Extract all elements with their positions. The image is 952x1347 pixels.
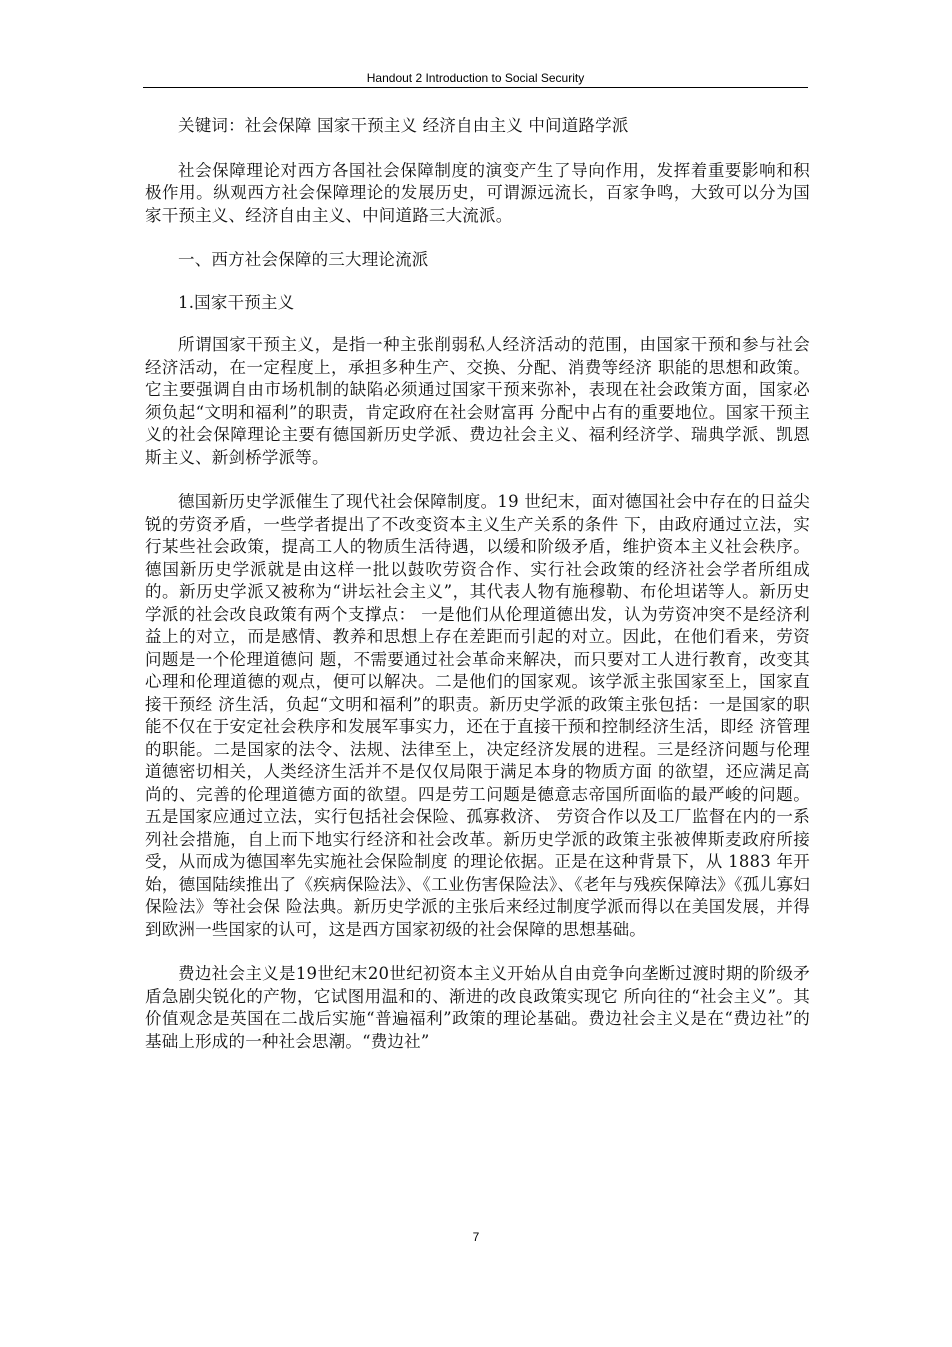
subsection-heading: 1.国家干预主义 (178, 292, 295, 312)
intro-paragraph: 社会保障理论对西方各国社会保障制度的演变产生了导向作用，发挥着重要影响和积极作用。纵观西方社会保障理论的发展历史，可谓源远流长，百家争鸣，大致可以分为国家干预主义、经济自由主义、中间道路三大流派。 (145, 160, 810, 225)
paragraph-fabian-socialism: 费边社会主义是19世纪末20世纪初资本主义开始从自由竞争向垄断过渡时期的阶级矛盾急剧尖锐化的产物，它试图用温和的、渐进的改良政策实现它 所向往的“社会主义”。其价值观念是英国在二战后实施“普遍福利”政策的理论基础。费边社会主义是在“费边社”的基础上形成的一种社会思潮。“费边社” (145, 964, 810, 1051)
paragraph-german-historical-school: 德国新历史学派催生了现代社会保障制度。19 世纪末，面对德国社会中存在的日益尖锐的劳资矛盾，一些学者提出了不改变资本主义生产关系的条件 下，由政府通过立法，实行某些社会政策，提高工人的物质生活待遇，以缓和阶级矛盾，维护资本主义社会秩序。德国新历史学派就是由这样一批以鼓吹劳资合作、实行社会政策的经济社会学者所组成的。新历史学派又被称为“讲坛社会主义”，其代表人物有施穆勒、布伦坦诺等人。新历史学派的社会改良政策有两个支撑点： 一是他们从伦理道德出发，认为劳资冲突不是经济利益上的对立，而是感情、教养和思想上存在差距而引起的对立。因此，在他们看来，劳资问题是一个伦理道德问 题，不需要通过社会革命来解决，而只要对工人进行教育，改变其心理和伦理道德的观点，便可以解决。二是他们的国家观。该学派主张国家至上，国家直接干预经 济生活，负起“文明和福利”的职责。新历史学派的政策主张包括：一是国家的职能不仅在于安定社会秩序和发展军事实力，还在于直接干预和控制经济生活，即经 济管理的职能。二是国家的法令、法规、法律至上，决定经济发展的进程。三是经济问题与伦理道德密切相关，人类经济生活并不是仅仅局限于满足本身的物质方面 的欲望，还应满足高尚的、完善的伦理道德方面的欲望。四是劳工问题是德意志帝国所面临的最严峻的问题。五是国家应通过立法，实行包括社会保险、孤寡救济、 劳资合作以及工厂监督在内的一系列社会措施，自上而下地实行经济和社会改革。新历史学派的政策主张被俾斯麦政府所接受，从而成为德国率先实施社会保险制度 的理论依据。正是在这种背景下，从 1883 年开始，德国陆续推出了《疾病保险法》、《工业伤害保险法》、《老年与残疾保障法》《孤儿寡妇保险法》等社会保 险法典。新历史学派的主张后来经过制度学派而得以在美国发展，并得到欧洲一些国家的认可，这是西方国家初级的社会保障的思想基础。 (145, 492, 810, 939)
keywords-line: 关键词：社会保障 国家干预主义 经济自由主义 中间道路学派 (178, 116, 629, 135)
running-header: Handout 2 Introduction to Social Security (366, 71, 585, 85)
body-text (145, 115, 810, 1075)
header-rule (143, 87, 808, 88)
paragraph-interventionism: 所谓国家干预主义，是指一种主张削弱私人经济活动的范围，由国家干预和参与社会经济活动，在一定程度上，承担多种生产、交换、分配、消费等经济 职能的思想和政策。它主要强调自由市场机制的缺陷必须通过国家干预来弥补，表现在社会政策方面，国家必须负起“文明和福利”的职责，肯定政府在社会财富再 分配中占有的重要地位。国家干预主义的社会保障理论主要有德国新历史学派、费边社会主义、福利经济学、瑞典学派、凯恩斯主义、新剑桥学派等。 (145, 335, 810, 467)
page-number: 7 (472, 1230, 480, 1244)
section-heading: 一、西方社会保障的三大理论流派 (178, 250, 429, 269)
